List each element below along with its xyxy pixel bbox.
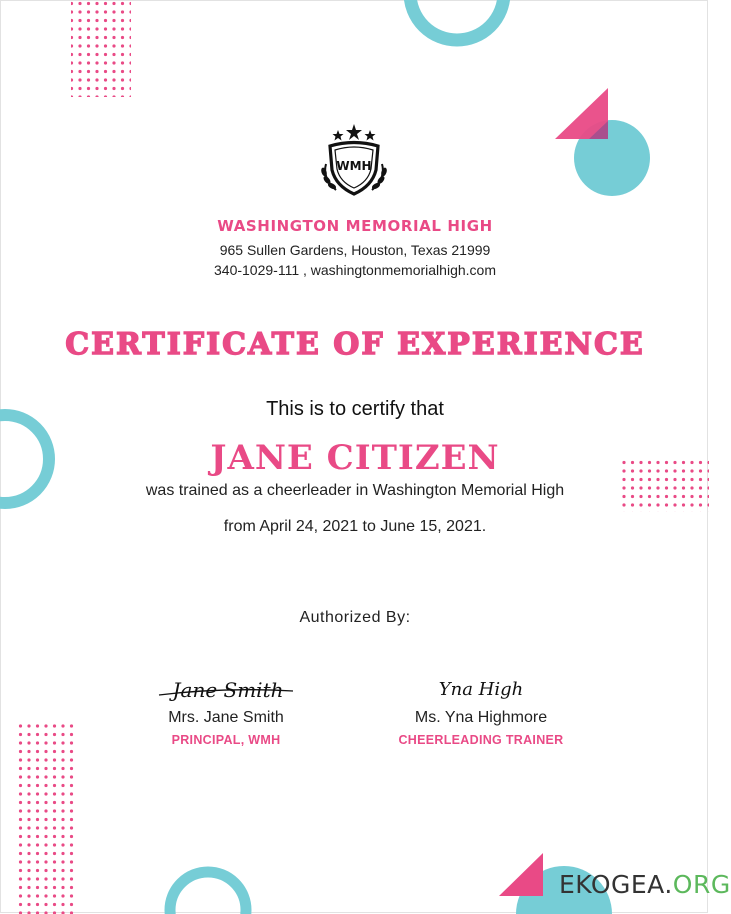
dot-grid-bottom-left xyxy=(18,724,78,914)
signatory-name: Ms. Yna Highmore xyxy=(414,709,548,726)
authorized-by-label: Authorized By: xyxy=(299,609,411,626)
certify-text: This is to certify that xyxy=(266,398,444,420)
shield-crest-icon xyxy=(316,122,392,198)
signatory-name: Mrs. Jane Smith xyxy=(168,709,284,726)
signatory-principal xyxy=(116,709,336,747)
triangle-bottom-right xyxy=(499,853,543,896)
school-contact: 340-1029-111 , washingtonmemorialhigh.com xyxy=(214,262,496,278)
school-address: 965 Sullen Gardens, Houston, Texas 21999 xyxy=(219,242,491,258)
star-icon xyxy=(333,130,344,141)
ring-bottom xyxy=(170,872,246,914)
signature-right xyxy=(426,665,536,709)
watermark-text: EKOGEA. xyxy=(559,870,673,899)
signatory-trainer xyxy=(371,709,591,747)
signatory-title: CHEERLEADING TRAINER xyxy=(398,733,564,747)
signature-left-text: Jane Smith xyxy=(172,678,284,702)
signatory-title: PRINCIPAL, WMH xyxy=(171,733,281,747)
school-name: WASHINGTON MEMORIAL HIGH xyxy=(217,217,493,235)
signature-right-text: Yna High xyxy=(438,679,524,700)
date-range-text: from April 24, 2021 to June 15, 2021. xyxy=(223,518,487,535)
certificate-title xyxy=(1,327,709,362)
recipient-name: JANE CITIZEN xyxy=(210,438,500,478)
watermark-suffix: ORG xyxy=(672,870,731,899)
signature-left xyxy=(153,669,303,709)
description-text: was trained as a cheerleader in Washington Memorial High xyxy=(145,482,565,499)
logo-monogram: WMH xyxy=(336,159,372,173)
star-icon xyxy=(365,130,376,141)
certificate-title-text: CERTIFICATE OF EXPERIENCE xyxy=(65,327,645,362)
watermark-logo xyxy=(559,870,731,899)
dot-grid-top-left xyxy=(71,1,131,97)
ring-top xyxy=(410,0,504,40)
star-icon xyxy=(346,124,362,140)
